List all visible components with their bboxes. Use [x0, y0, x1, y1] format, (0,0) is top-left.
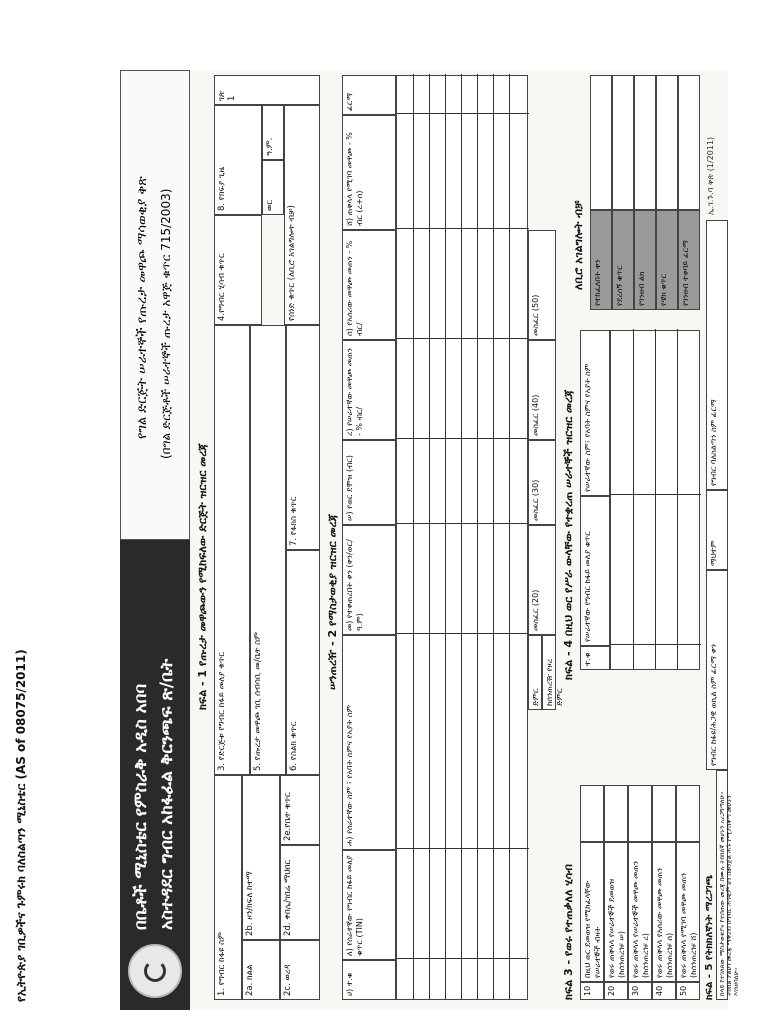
- total-col-d[interactable]: መስፈር (20): [528, 525, 556, 635]
- row40-number: 40: [652, 982, 676, 1000]
- row40-label: የወሩ ጠቅላላ የአሰሪው መዋጮ መጠን (ከሰንጠረዡ ሰ): [652, 842, 676, 982]
- sec4-tin-header: የሠራተኛው የግብር ከፋይ መለያ ቁጥር: [580, 496, 610, 646]
- col-d-header: መ) የተቀጠረበት ቀን (ቀን/ወር/ዓ.ም): [342, 525, 396, 635]
- form-title: የግል ድርጅት ሠራተኞች የጡረታ መዋጮ ማሳወቂያ ቅጽ: [135, 176, 150, 439]
- page-number: 1: [227, 95, 237, 101]
- office-row1-value[interactable]: [590, 75, 612, 210]
- zone-field[interactable]: 2b. ዞን/ክፍለ ከተማ: [242, 775, 280, 940]
- page-box: [214, 75, 320, 105]
- col-a-header: ሀ) ተ.ቁ: [342, 960, 396, 1000]
- footer-text: የኢትዮጵያ ገቢዎችና ጉምሩክ ባለስልጣን ሚኒስቴር (AS of 08075/2011): [14, 649, 28, 1002]
- tin-field[interactable]: 3. የድርጅቱ የግብር ከፋይ መለያ ቁጥር: [214, 325, 250, 775]
- section5-title: ክፍል - 5 የትክክለኛነት ማረጋገጫ: [704, 874, 715, 1000]
- region-field[interactable]: 2a. ክልል: [242, 940, 280, 1000]
- office-row5-label: የገንዘብ ተቀባይ ፊርማ: [678, 210, 700, 310]
- office-row4-label: የቼክ ቁጥር: [656, 210, 678, 310]
- woreda-field[interactable]: 2c. ወረዳ: [280, 940, 320, 1000]
- row20-value[interactable]: [604, 785, 628, 842]
- section2-title: ሠንጠረዥ - 2 የማስታወቂያ ዝርዝር መረጃ: [326, 514, 339, 690]
- office-row1-label: የተከፈለበት ቀን: [590, 210, 612, 310]
- row50-value[interactable]: [676, 785, 700, 842]
- row50-number: 50: [676, 982, 700, 1000]
- row30-number: 30: [628, 982, 652, 1000]
- section4-title: ክፍል - 4 በዚህ ወር የሥራ ውላቸው የተቋረጠ ሠራተኞች ዝርዝር መረጃ: [562, 389, 575, 680]
- ministry-logo-icon: [128, 944, 182, 998]
- office-use-title: ለቢሮ አገልግሎት ብቻ: [572, 200, 585, 290]
- total-label: ድምር: [528, 635, 542, 710]
- header-banner: [120, 540, 190, 1010]
- col-h-header: ሸ) ጠቅላላ የሚገባ መዋጮ - % ብር (ረ+ሰ): [342, 115, 396, 230]
- pension-office-field[interactable]: 5. የጡረታ መዋጮ ገቢ ሰብሳቢ መ/ቤት ስም: [250, 325, 286, 775]
- office-row2-label: የደረሰኝ ቁጥር: [612, 210, 634, 310]
- taxpayer-label: የግብር ከፋዩ/ሕጋዊ ወኪል: [709, 691, 718, 766]
- total-col-e[interactable]: መስፈር (30): [528, 440, 556, 525]
- section1-title: ክፍል - 1 የጡረታ መዋጮውን የሚከፍለው ድርጅት ዝርዝር መረጃ: [196, 443, 209, 710]
- terminated-employees-table[interactable]: [610, 330, 700, 670]
- form-title-box: [120, 70, 190, 540]
- row20-label: የወሩ ጠቅላላ የሠራተኞች ደመወዝ (ከሰንጠረዡ ሠ): [604, 842, 628, 982]
- house-number-field[interactable]: 2e.የቤት ቁጥር: [280, 775, 320, 845]
- taxpayer-name-label: ስም: [709, 676, 718, 689]
- form-subtitle: (በግል ድርጅቶች ሠራተኞች ጡረታ አዋጅ ቁጥር 715/2003): [159, 188, 173, 459]
- taxpayer-name-field[interactable]: 1. የግብር ከፋዩ ስም: [214, 775, 242, 1000]
- row30-label: የወሩ ጠቅላላ የሠራተኞች መዋጮ መጠን (ከሰንጠረዡ ረ): [628, 842, 652, 982]
- col-b-header: ለ) የሰራተኛው የግብር ከፋይ መለያ ቁጥር (TIN): [342, 850, 396, 960]
- page-label: ገጽ: [217, 90, 227, 101]
- row10-label: በዚህ ወር ደመወዝ የሚከፈላቸው የሠራተኞች ብዛት: [580, 842, 604, 982]
- sec4-no-header: ተ.ቁ: [580, 646, 610, 670]
- taxpayer-signature-box[interactable]: [706, 570, 728, 770]
- row30-value[interactable]: [628, 785, 652, 842]
- sec4-name-header: የሠራተኛው ስም፣ የአባት ስምና የአያት ስም: [580, 330, 610, 496]
- phone-field[interactable]: 6. የስልክ ቁጥር: [286, 550, 320, 775]
- office-row5-value[interactable]: [678, 75, 700, 210]
- taxpayer-date-label: ቀን: [709, 643, 718, 654]
- carried-total-label: ከሰንጠረዥ የዞረ ድምር: [542, 635, 556, 710]
- stamp-box[interactable]: ማህተም: [706, 490, 728, 570]
- officer-name-label: የግብር ባለስልጣን ስም: [709, 419, 718, 486]
- col-f-header: ረ) የሠራተኛው መዋጮ መጠን - % ብር/: [342, 340, 396, 440]
- col-i-header: ፊርማ: [342, 75, 396, 115]
- tax-account-field[interactable]: 4.የግብር ሂሳብ ቁጥር: [214, 215, 262, 325]
- month-field[interactable]: ወር: [262, 160, 284, 215]
- officer-sign-label: ፊርማ: [709, 399, 718, 418]
- fax-field[interactable]: 7. የፋክስ ቁጥር: [286, 325, 320, 550]
- document-number-field[interactable]: የሰነድ ቁጥር (ለቢሮ አገልግሎት ብቻ): [284, 105, 320, 325]
- office-row3-label: የገንዘብ ልክ: [634, 210, 656, 310]
- office-row2-value[interactable]: [612, 75, 634, 210]
- org-name-line1: በቤቶች ሚኒስቴር የምስራቅ አዲስ አበባ: [131, 683, 151, 930]
- total-col-g[interactable]: መስፈር (50): [528, 230, 556, 340]
- row10-number: 10: [580, 982, 604, 1000]
- year-field[interactable]: ዓ.ም.: [262, 105, 284, 160]
- section3-title: ክፍል 3 - የወሩ የተጠቃለለ ሂሳብ: [562, 864, 575, 1000]
- officer-box[interactable]: [706, 220, 728, 490]
- col-c-header: ሐ) የሰራተኛው ስም ፣ የአባት ስምና የአያት ስም: [342, 635, 396, 850]
- org-name-line2: አስተዳደር ግብር አከፋፈል ቅርንጫፍ ጽ/ቤት: [157, 658, 177, 930]
- col-e-header: ሠ) የወር ደሞዝ (ብር): [342, 440, 396, 525]
- kebele-field[interactable]: 2d. ቀበሌ/ገበሬ ማህበር: [280, 845, 320, 940]
- payment-period-field: 8. የክፍያ ጊዜ: [214, 105, 262, 215]
- total-col-f[interactable]: መስፈር (40): [528, 340, 556, 440]
- office-row3-value[interactable]: [634, 75, 656, 210]
- row10-value[interactable]: [580, 785, 604, 842]
- row40-value[interactable]: [652, 785, 676, 842]
- declaration-text: ከላይ የተገለጸው ማስታወቂያና የተሰጠው መረጃ በሙሉ ትክክለኛ መሆኑን አረጋግጣለሁ። ትክክል ያልሆነ መረጃ ማቅረብ በግብር ሕጎቹም ሆነ በወንጀል ሕጉ የሚያስቀጣ መሆኑን እገነዘባለሁ።: [716, 770, 728, 1000]
- col-g-header: ሰ) የአሰሪው መዋጮ መጠን - % ብር/: [342, 230, 396, 340]
- employee-table-body[interactable]: [396, 75, 528, 1000]
- office-row4-value[interactable]: [656, 75, 678, 210]
- form-page: [120, 70, 740, 1010]
- row20-number: 20: [604, 982, 628, 1000]
- form-reference: ኢ.ገ.ጉ.ባ ቅጽ (1/2011): [706, 136, 715, 215]
- taxpayer-sign-label: ፊርማ: [709, 656, 718, 675]
- row50-label: የወሩ ጠቅላላ የሚገባ መዋጮ መጠን (ከሰንጠረዡ ሸ): [676, 842, 700, 982]
